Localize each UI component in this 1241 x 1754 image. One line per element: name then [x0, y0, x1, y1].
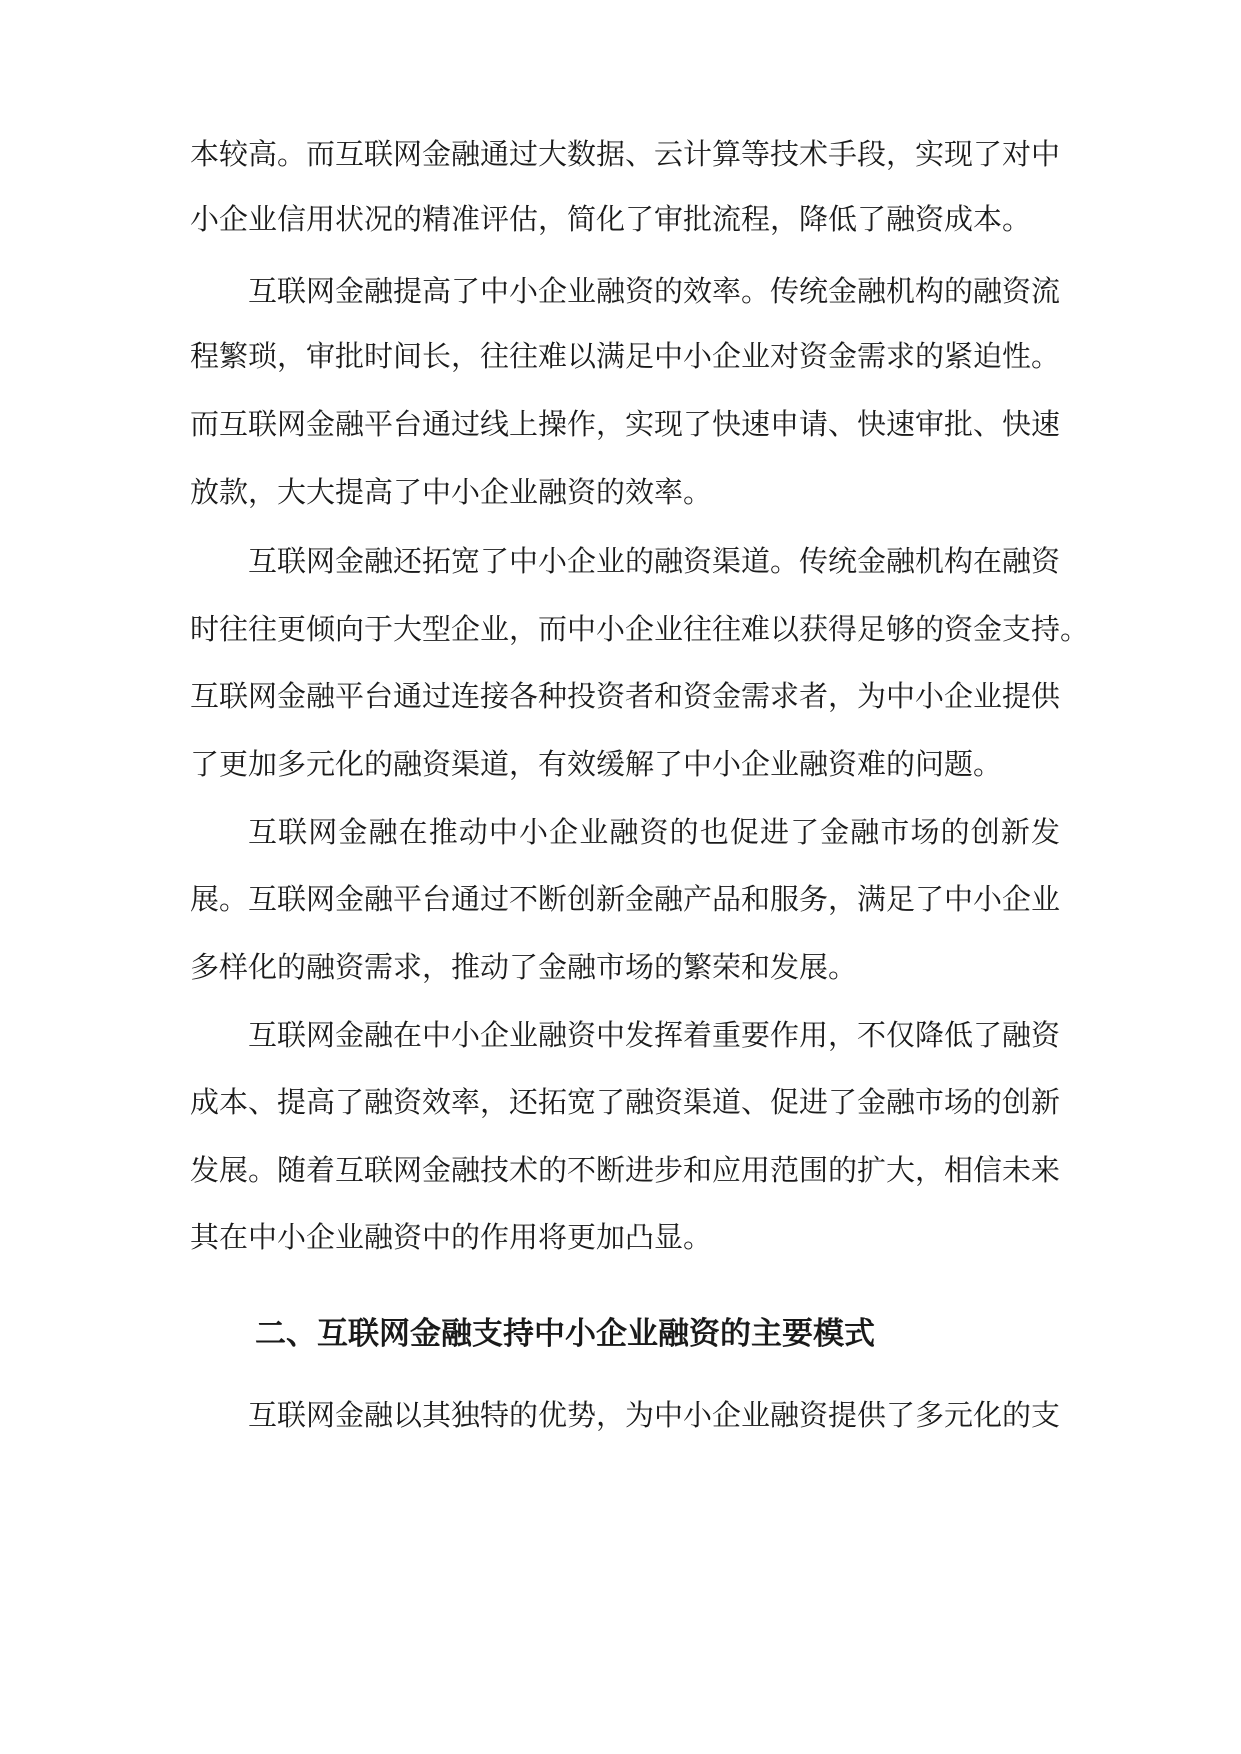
paragraph-4-line-1: 互联网金融在推动中小企业融资的也促进了金融市场的创新发 — [248, 815, 1060, 849]
paragraph-3-line-2: 时往往更倾向于大型企业，而中小企业往往难以获得足够的资金支持。 — [190, 612, 1090, 646]
paragraph-5-line-2: 成本、提高了融资效率，还拓宽了融资渠道、促进了金融市场的创新 — [190, 1085, 1061, 1119]
paragraph-5-line-1: 互联网金融在中小企业融资中发挥着重要作用，不仅降低了融资 — [248, 1018, 1061, 1052]
paragraph-3-line-1: 互联网金融还拓宽了中小企业的融资渠道。传统金融机构在融资 — [248, 544, 1061, 578]
paragraph-2-line-1: 互联网金融提高了中小企业融资的效率。传统金融机构的融资流 — [248, 274, 1061, 308]
paragraph-4-line-3: 多样化的融资需求，推动了金融市场的繁荣和发展。 — [190, 950, 858, 984]
paragraph-5-line-4: 其在中小企业融资中的作用将更加凸显。 — [190, 1220, 713, 1254]
paragraph-5-line-3: 发展。随着互联网金融技术的不断进步和应用范围的扩大，相信未来 — [190, 1153, 1061, 1187]
paragraph-3-line-3: 互联网金融平台通过连接各种投资者和资金需求者，为中小企业提供 — [190, 679, 1061, 713]
paragraph-3-line-4: 了更加多元化的融资渠道，有效缓解了中小企业融资难的问题。 — [190, 747, 1003, 781]
paragraph-1-line-2: 小企业信用状况的精准评估，简化了审批流程，降低了融资成本。 — [190, 202, 1032, 236]
paragraph-1-line-1: 本较高。而互联网金融通过大数据、云计算等技术手段，实现了对中 — [190, 137, 1061, 171]
paragraph-2-line-3: 而互联网金融平台通过线上操作，实现了快速申请、快速审批、快速 — [190, 407, 1061, 441]
section-heading: 二、互联网金融支持中小企业融资的主要模式 — [255, 1316, 875, 1352]
paragraph-4-line-2: 展。互联网金融平台通过不断创新金融产品和服务，满足了中小企业 — [190, 882, 1061, 916]
paragraph-2-line-4: 放款，大大提高了中小企业融资的效率。 — [190, 475, 713, 509]
paragraph-2-line-2: 程繁琐，审批时间长，往往难以满足中小企业对资金需求的紧迫性。 — [190, 339, 1061, 373]
closing-paragraph-line-1: 互联网金融以其独特的优势，为中小企业融资提供了多元化的支 — [248, 1398, 1061, 1432]
